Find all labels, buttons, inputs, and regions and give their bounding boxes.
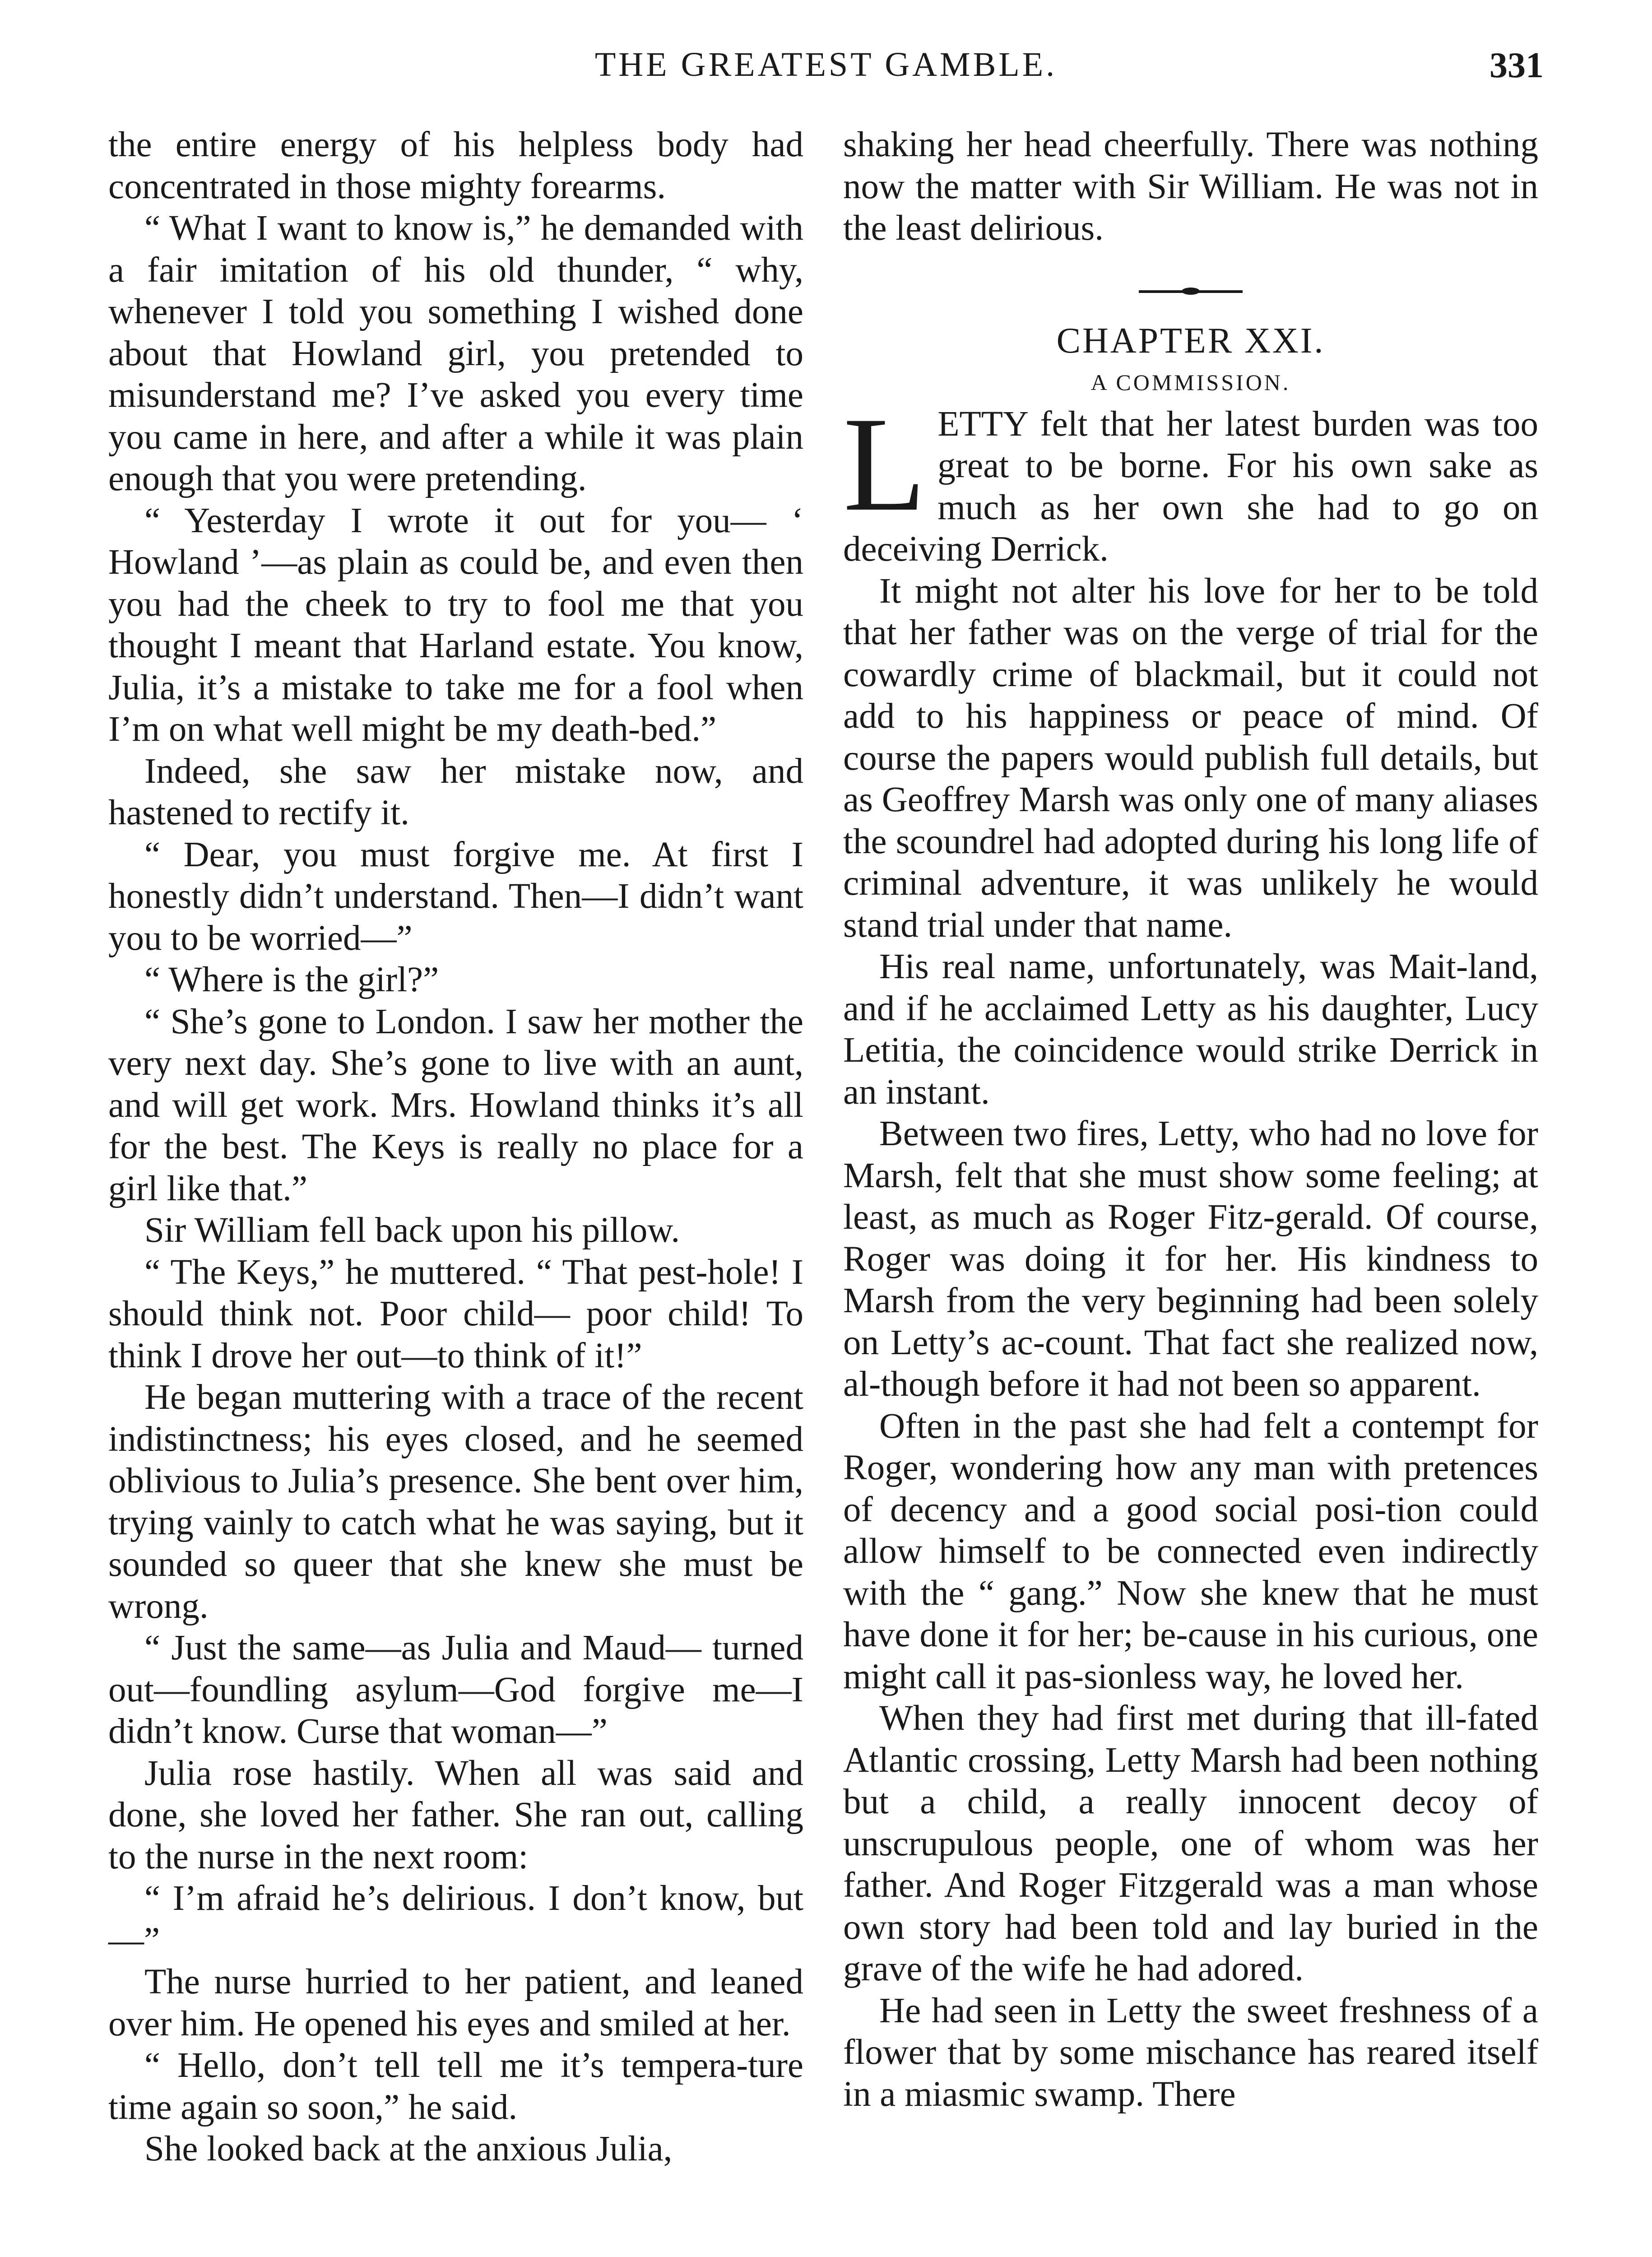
chapter-title: A COMMISSION. <box>1091 370 1291 395</box>
chapter-heading: CHAPTER XXI. <box>1056 320 1325 361</box>
paragraph: Julia rose hastily. When all was said and done, she loved her father. She ran out, calling to the nurse in the next room: <box>108 1753 803 1876</box>
paragraph: Indeed, she saw her mistake now, and hastened to rectify it. <box>108 751 803 832</box>
paragraph: the entire energy of his helpless body had concentrated in those mighty forearms. <box>108 125 803 206</box>
section-divider <box>1139 290 1243 293</box>
left-column <box>108 124 803 2170</box>
chapter-opening-paragraph <box>843 389 1538 571</box>
drop-cap: L <box>843 389 926 539</box>
paragraph: “ Hello, don’t tell tell me it’s tempera-ture time again so soon,” he said. <box>108 2046 803 2127</box>
paragraph: The nurse hurried to her patient, and leaned over him. He opened his eyes and smiled at her. <box>108 1962 803 2043</box>
right-column <box>843 124 1538 2115</box>
paragraph: “ I’m afraid he’s delirious. I don’t know, but—” <box>108 1879 803 1960</box>
paragraph: “ Where is the girl?” <box>144 960 439 999</box>
paragraph: Often in the past she had felt a contempt for Roger, wondering how any man with pretences of decency and a good social posi-tion could allow himself to be connected even indirectly with the “ gang.” Now she knew that he must have done it for her; be-cause in his curious, one might call it pas-sionless way, he loved her. <box>843 1406 1538 1696</box>
paragraph: shaking her head cheerfully. There was nothing now the matter with Sir William. He was not in the least delirious. <box>843 125 1538 248</box>
drop-cap-text: ETTY felt that her latest burden was too great to be borne. For his own sake as much as her own she had to go on deceiving Derrick. <box>843 404 1538 569</box>
paragraph: He had seen in Letty the sweet freshness of a flower that by some mischance has reared itself in a miasmic swamp. There <box>843 1991 1538 2114</box>
page-number: 331 <box>1490 46 1544 85</box>
paragraph: “ Just the same—as Julia and Maud— turned out—foundling asylum—God forgive me—I didn’t know. Curse that woman—” <box>108 1628 803 1751</box>
paragraph: It might not alter his love for her to be told that her father was on the verge of trial for the cowardly crime of blackmail, but it could not add to his happiness or peace of mind. Of course the papers would publish full details, but as Geoffrey Marsh was only one of many aliases the scoundrel had adopted during his long life of criminal adventure, it was unlikely he would stand trial under that name. <box>843 571 1538 945</box>
running-title: THE GREATEST GAMBLE. <box>594 46 1058 84</box>
paragraph: “ Yesterday I wrote it out for you— ‘ Howland ’—as plain as could be, and even then you had the cheek to try to fool me that you thought I meant that Harland estate. You know, Julia, it’s a mistake to take me for a fool when I’m on what well might be my death-bed.” <box>108 501 803 749</box>
page-header <box>108 45 1544 95</box>
paragraph: His real name, unfortunately, was Mait-land, and if he acclaimed Letty as his daughter, Lucy Letitia, the coincidence would strike Derrick in an instant. <box>843 947 1538 1112</box>
paragraph: “ Dear, you must forgive me. At first I honestly didn’t understand. Then—I didn’t want you to be worried—” <box>108 835 803 958</box>
paragraph: Between two fires, Letty, who had no love for Marsh, felt that she must show some feeling; at least, as much as Roger Fitz-gerald. Of course, Roger was doing it for her. His kindness to Marsh from the very beginning had been solely on Letty’s ac-count. That fact she realized now, al-though before it had not been so apparent. <box>843 1114 1538 1404</box>
paragraph: Sir William fell back upon his pillow. <box>144 1211 680 1250</box>
paragraph: He began muttering with a trace of the recent indistinctness; his eyes closed, and he seemed oblivious to Julia’s presence. She bent over him, trying vainly to catch what he was saying, but it sounded so queer that she knew she must be wrong. <box>108 1378 803 1626</box>
paragraph: She looked back at the anxious Julia, <box>144 2129 673 2169</box>
paragraph: “ The Keys,” he muttered. “ That pest-hole! I should think not. Poor child— poor child! To think I drove her out—to think of it!” <box>108 1252 803 1375</box>
paragraph: When they had first met during that ill-fated Atlantic crossing, Letty Marsh had been nothing but a child, a really innocent decoy of unscrupulous people, one of whom was her father. And Roger Fitzgerald was a man whose own story had been told and lay buried in the grave of the wife he had adored. <box>843 1699 1538 1988</box>
paragraph: “ She’s gone to London. I saw her mother the very next day. She’s gone to live with an aunt, and will get work. Mrs. Howland thinks it’s all for the best. The Keys is really no place for a girl like that.” <box>108 1002 803 1208</box>
paragraph: “ What I want to know is,” he demanded with a fair imitation of his old thunder, “ why, whenever I told you something I wished done about that Howland girl, you pretended to misunderstand me? I’ve asked you every time you came in here, and after a while it was plain enough that you were pretending. <box>108 209 803 498</box>
